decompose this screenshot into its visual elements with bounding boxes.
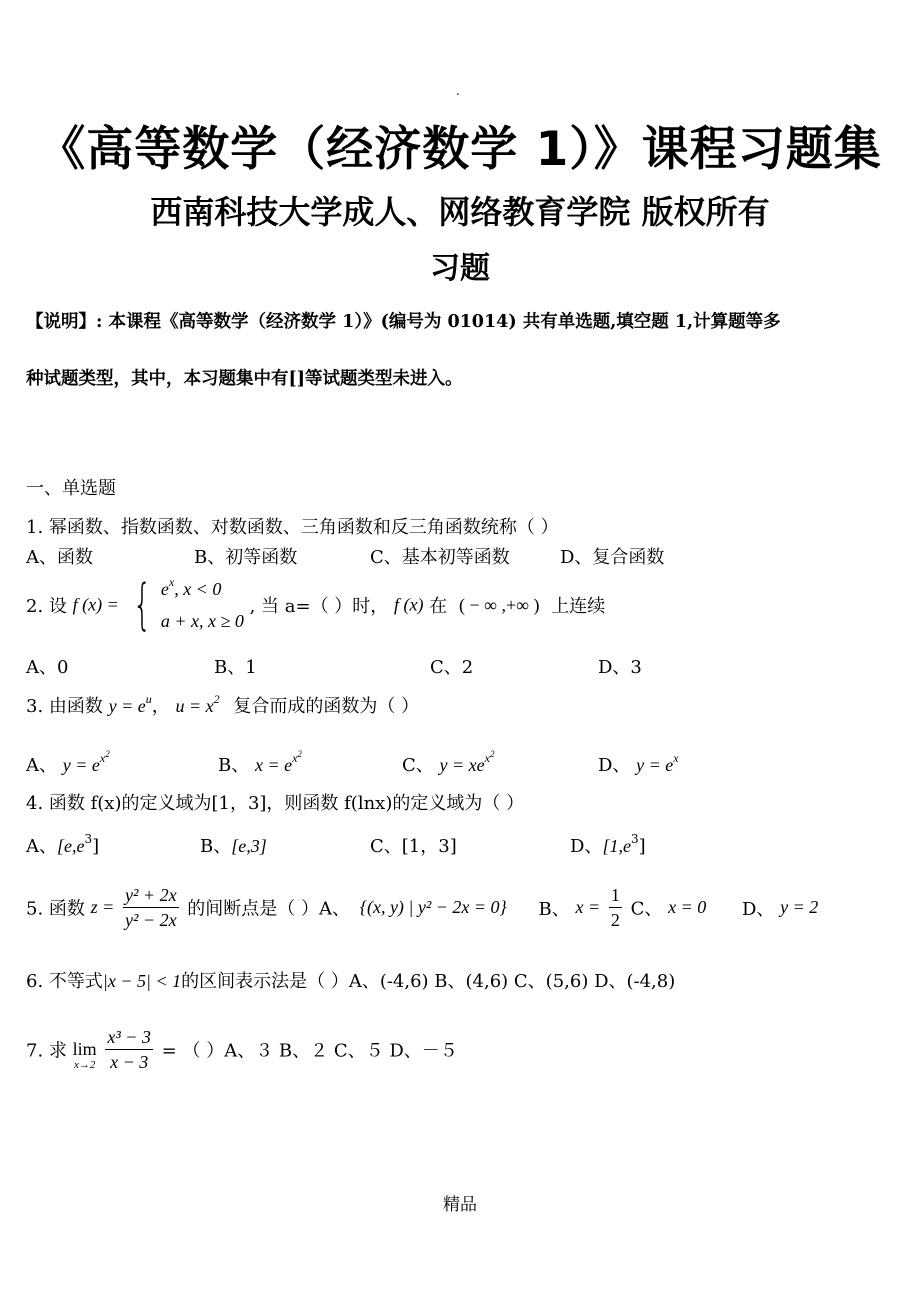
q4-option-d: D、$[1,e^3]$ — [570, 832, 646, 857]
q5-lhs: z = — [90, 897, 115, 917]
q3-option-a: A、 $y = e^{x2}$ — [26, 749, 110, 776]
q3-suffix: 复合而成的函数为（ ） — [233, 696, 420, 717]
q2-option-a: A、0 — [26, 657, 69, 678]
q6-expression: |x − 5| < 1 — [102, 971, 182, 991]
q5-option-d-label: D、 — [741, 898, 775, 920]
q2-option-d: D、3 — [598, 657, 642, 678]
q2-brace: { — [132, 573, 152, 636]
q3-prefix: 3. 由函数 — [26, 696, 103, 717]
q3-option-d: D、 $y = e^x$ — [598, 751, 679, 776]
q2-prefix: 2. 设 — [26, 596, 67, 617]
q7-fraction: $\frac{\text{x³ − 3}}{x - 3}$ — [107, 1027, 151, 1072]
q2-option-b: B、1 — [214, 657, 257, 678]
header-dot: . — [456, 84, 460, 98]
page-title: 《高等数学（经济数学 1）》课程习题集 — [38, 122, 882, 177]
q5-prefix: 5. 函数 — [26, 898, 85, 920]
section-title: 一、单选题 — [26, 478, 116, 499]
q3-f2: $u = x^2$ — [175, 692, 220, 716]
q6-prefix: 6. 不等式 — [26, 971, 103, 992]
note-line-1: 【说明】: 本课程《高等数学（经济数学 1）》(编号为 01014) 共有单选题,填空题 1,计算题等多 — [26, 312, 781, 332]
question-6 — [26, 967, 675, 993]
question-3-stem — [26, 692, 419, 718]
question-5 — [26, 884, 818, 931]
q7-prefix: 7. 求 — [26, 1040, 67, 1062]
q2-interval: ( − ∞ ,+∞ ) — [459, 594, 540, 615]
q5-fraction: $\frac{\text{y² + 2x}}{\text{y² − 2x}}$ — [125, 885, 177, 930]
q4-option-c: C、[1，3] — [370, 836, 457, 857]
note-line-2: 种试题类型，其中，本习题集中有[]等试题类型未进入。 — [26, 369, 463, 389]
q2-option-c: C、2 — [430, 657, 474, 678]
q2-in: 在 — [429, 596, 448, 617]
q3-f1: $y = e^u$ — [108, 692, 152, 716]
section-heading-exercises: 习题 — [430, 251, 490, 286]
page-subtitle: 西南科技大学成人、网络教育学院 版权所有 — [150, 193, 770, 231]
q3-option-c: C、 $y = xe^{x2}$ — [402, 749, 495, 776]
question-7 — [26, 1026, 458, 1073]
q7-limit: lim x→2 — [72, 1038, 97, 1071]
q1-option-b: B、初等函数 — [194, 547, 298, 568]
q1-option-d: D、复合函数 — [560, 547, 665, 568]
q4-option-b: B、[e,3] — [200, 836, 267, 857]
q5-option-b-fraction: $\frac{1}{2}$ — [610, 885, 620, 930]
q2-case-2: a + x, x ≥ 0 — [160, 611, 244, 631]
question-2-stem — [26, 574, 605, 636]
q5-option-b-label: B、 — [538, 898, 570, 920]
q5-option-b: x = — [575, 897, 601, 917]
q2-case-1: $e^x$, x < 0 — [160, 575, 222, 599]
q5-option-c: x = 0 — [668, 897, 707, 917]
q5-suffix: 的间断点是（ ）A、 — [187, 898, 351, 920]
q2-cases — [161, 574, 244, 636]
q5-option-d: y = 2 — [780, 897, 819, 917]
q5-option-a: {(x, y) | y² − 2x = 0} — [359, 897, 507, 917]
q2-lhs: f (x) = — [72, 594, 119, 615]
q5-option-c-label: C、 — [630, 898, 663, 920]
question-1-stem: 1. 幂函数、指数函数、对数函数、三角函数和反三角函数统称（ ） — [26, 517, 559, 538]
q4-option-a: A、$[e,e^3]$ — [26, 832, 100, 857]
footer-text: 精品 — [443, 1195, 477, 1215]
q1-option-c: C、基本初等函数 — [370, 547, 510, 568]
question-4-stem: 4. 函数 f(x)的定义域为[1，3]，则函数 f(lnx)的定义域为（ ） — [26, 793, 525, 814]
q2-middle: , 当 a=（ ）时， — [249, 596, 389, 617]
q6-suffix: 的区间表示法是（ ）A、(-4,6) B、(4,6) C、(5,6) D、(-4,8) — [181, 971, 676, 992]
q2-fx: f (x) — [394, 594, 424, 615]
q2-suffix: 上连续 — [551, 596, 606, 617]
q7-suffix: = （ ）A、３ B、２ C、５ D、－５ — [161, 1040, 458, 1062]
q3-sep: ， — [151, 696, 170, 717]
q1-option-a: A、函数 — [26, 547, 93, 568]
q3-option-b: B、 $x = e^{x2}$ — [218, 749, 302, 776]
